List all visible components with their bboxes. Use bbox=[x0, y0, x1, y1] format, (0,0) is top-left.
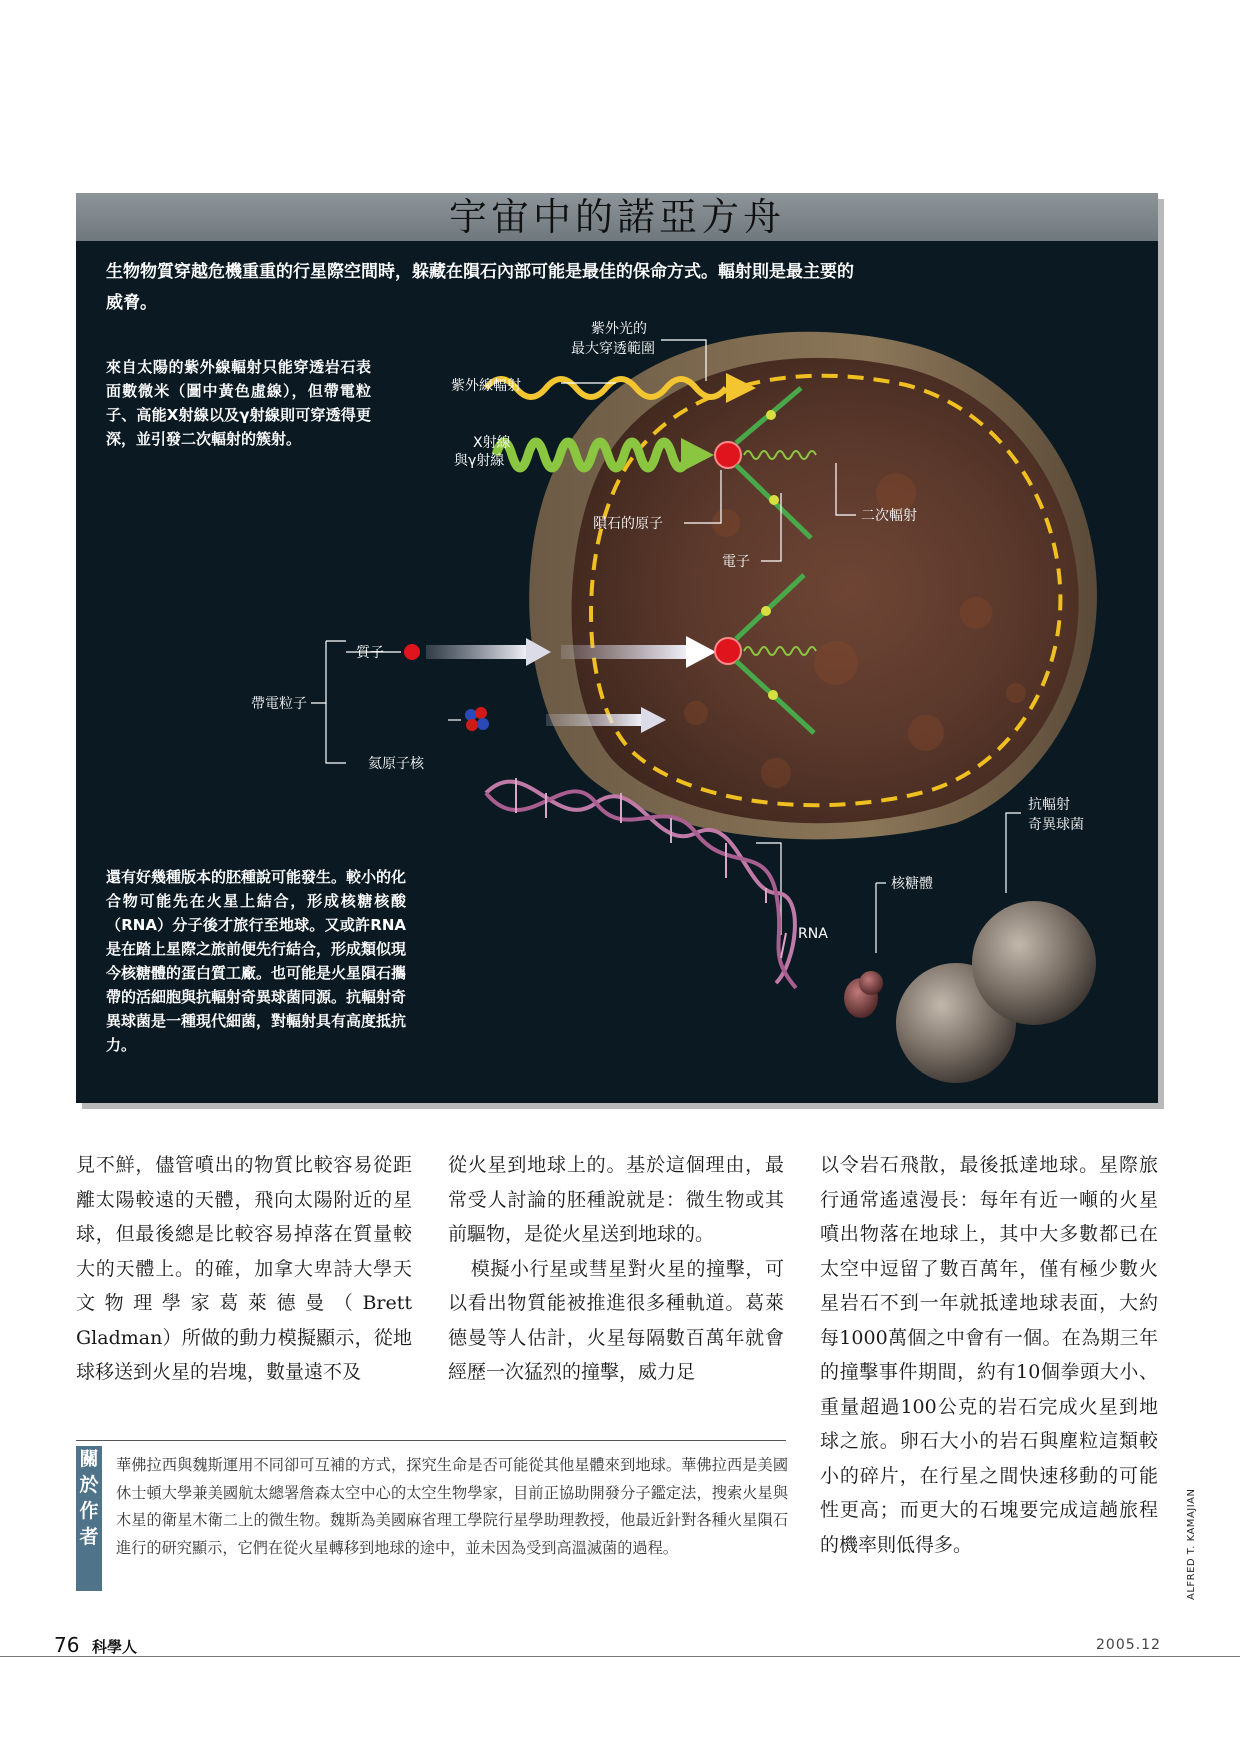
helium-arrow-shaft bbox=[546, 714, 641, 726]
column-1-text: 見不鮮，儘管噴出的物質比較容易從距離太陽較遠的天體，飛向太陽附近的星球，但最後總是比較容易掉落在質量較大的天體上。的確，加拿大卑詩大學天文物理學家葛萊德曼（Brett Gladman）所做的動力模擬顯示，從地球移送到火星的岩塊，數量遠不及 bbox=[76, 1154, 412, 1383]
article-column-2 bbox=[448, 1148, 784, 1390]
deinococcus-bacterium bbox=[896, 901, 1096, 1083]
magazine-name: 科學人 bbox=[92, 1638, 138, 1656]
about-authors-tab: 關於作者 bbox=[76, 1446, 102, 1591]
page-number: 76 bbox=[54, 1633, 80, 1657]
infographic-panel bbox=[76, 193, 1158, 1103]
article-column-1 bbox=[76, 1148, 412, 1390]
proton-particle bbox=[404, 644, 420, 660]
electron-1 bbox=[766, 410, 776, 420]
issue-date: 2005.12 bbox=[1096, 1637, 1161, 1653]
label-uv-depth-line2: 最大穿透範圍 bbox=[571, 341, 655, 357]
label-uv: 紫外線輻射 bbox=[451, 378, 521, 394]
label-electron: 電子 bbox=[722, 554, 750, 570]
label-proton: 質子 bbox=[356, 645, 384, 661]
label-uv-depth-line1: 紫外光的 bbox=[591, 321, 647, 337]
column-2-paragraph-2: 模擬小行星或彗星對火星的撞擊，可以看出物質能被推進很多種軌道。葛萊德曼等人估計，火星每隔數百萬年就會經歷一次猛烈的撞擊，威力足 bbox=[448, 1257, 784, 1383]
column-3-text: 以令岩石飛散，最後抵達地球。星際旅行通常遙遠漫長：每年有近一噸的火星噴出物落在地球上，其中大多數都已在太空中逗留了數百萬年，僅有極少數火星岩石不到一年就抵達地球表面，大約每1000萬個之中會有一個。在為期三年的撞擊事件期間，約有10個拳頭大小、重量超過100公克的岩石完成火星到地球之旅。卵石大小的岩石與塵粒這類較小的碎片，在行星之間快速移動的可能性更高；而更大的石塊要完成這趟旅程的機率則低得多。 bbox=[820, 1154, 1158, 1556]
label-deinococcus-line2: 奇異球菌 bbox=[1028, 817, 1084, 833]
label-deinococcus-line1: 抗輻射 bbox=[1028, 797, 1070, 813]
helium-nucleus-particle bbox=[465, 707, 489, 731]
label-rna: RNA bbox=[798, 926, 828, 942]
electron-2 bbox=[769, 495, 779, 505]
author-box-rule bbox=[76, 1440, 786, 1441]
column-2-paragraph-1: 從火星到地球上的。基於這個理由，最常受人討論的胚種說就是：微生物或其前驅物，是從火星送到地球的。 bbox=[448, 1154, 784, 1245]
infographic-title: 宇宙中的諾亞方舟 bbox=[448, 195, 785, 239]
infographic-lead: 生物物質穿越危機重重的行星際空間時，躲藏在隕石內部可能是最佳的保命方式。輻射則是最主要的威脅。 bbox=[106, 262, 854, 313]
electron-4 bbox=[768, 690, 778, 700]
footer-rule bbox=[0, 1656, 1240, 1657]
article-column-3 bbox=[820, 1148, 1158, 1562]
note-radiation: 來自太陽的紫外線輻射只能穿透岩石表面數微米（圖中黃色虛線），但帶電粒子、高能X射線以及γ射線則可穿透得更深，並引發二次輻射的簇射。 bbox=[106, 358, 371, 448]
label-atom: 隕石的原子 bbox=[593, 516, 663, 532]
meteorite-cut-face bbox=[572, 358, 1079, 823]
label-charged-particles: 帶電粒子 bbox=[251, 696, 307, 712]
electron-3 bbox=[761, 606, 771, 616]
label-helium-nucleus: 氦原子核 bbox=[368, 756, 424, 772]
about-authors-text: 華佛拉西與魏斯運用不同卻可互補的方式，探究生命是否可能從其他星體來到地球。華佛拉西是美國休士頓大學兼美國航太總署詹森太空中心的太空生物學家，目前正協助開發分子鑑定法，搜索火星與木星的衛星木衛二上的微生物。魏斯為美國麻省理工學院行星學助理教授，他最近針對各種火星隕石進行的研究顯示，它們在從火星轉移到地球的途中，並未因為受到高溫滅菌的過程。 bbox=[116, 1456, 788, 1557]
note-panspermia: 還有好幾種版本的胚種說可能發生。較小的化合物可能先在火星上結合，形成核糖核酸（RNA）分子後才旅行至地球。又或許RNA是在踏上星際之旅前便先行結合，形成類似現今核糖體的蛋白質工廠。也可能是火星隕石攜帶的活細胞與抗輻射奇異球菌同源。抗輻射奇異球菌是一種現代細菌，對輻射具有高度抵抗力。 bbox=[106, 868, 407, 1054]
label-xray-line2: 與γ射線 bbox=[454, 453, 505, 469]
ribosome-shape bbox=[844, 971, 883, 1018]
label-xray-line1: X射線 bbox=[473, 435, 511, 451]
illustration-credit: ALFRED T. KAMAJIAN bbox=[1186, 1488, 1197, 1600]
label-ribosome: 核糖體 bbox=[891, 876, 933, 892]
label-secondary-radiation: 二次輻射 bbox=[861, 508, 917, 524]
proton-arrow-shaft-1 bbox=[426, 645, 526, 659]
proton-arrow-shaft-2 bbox=[561, 645, 686, 659]
